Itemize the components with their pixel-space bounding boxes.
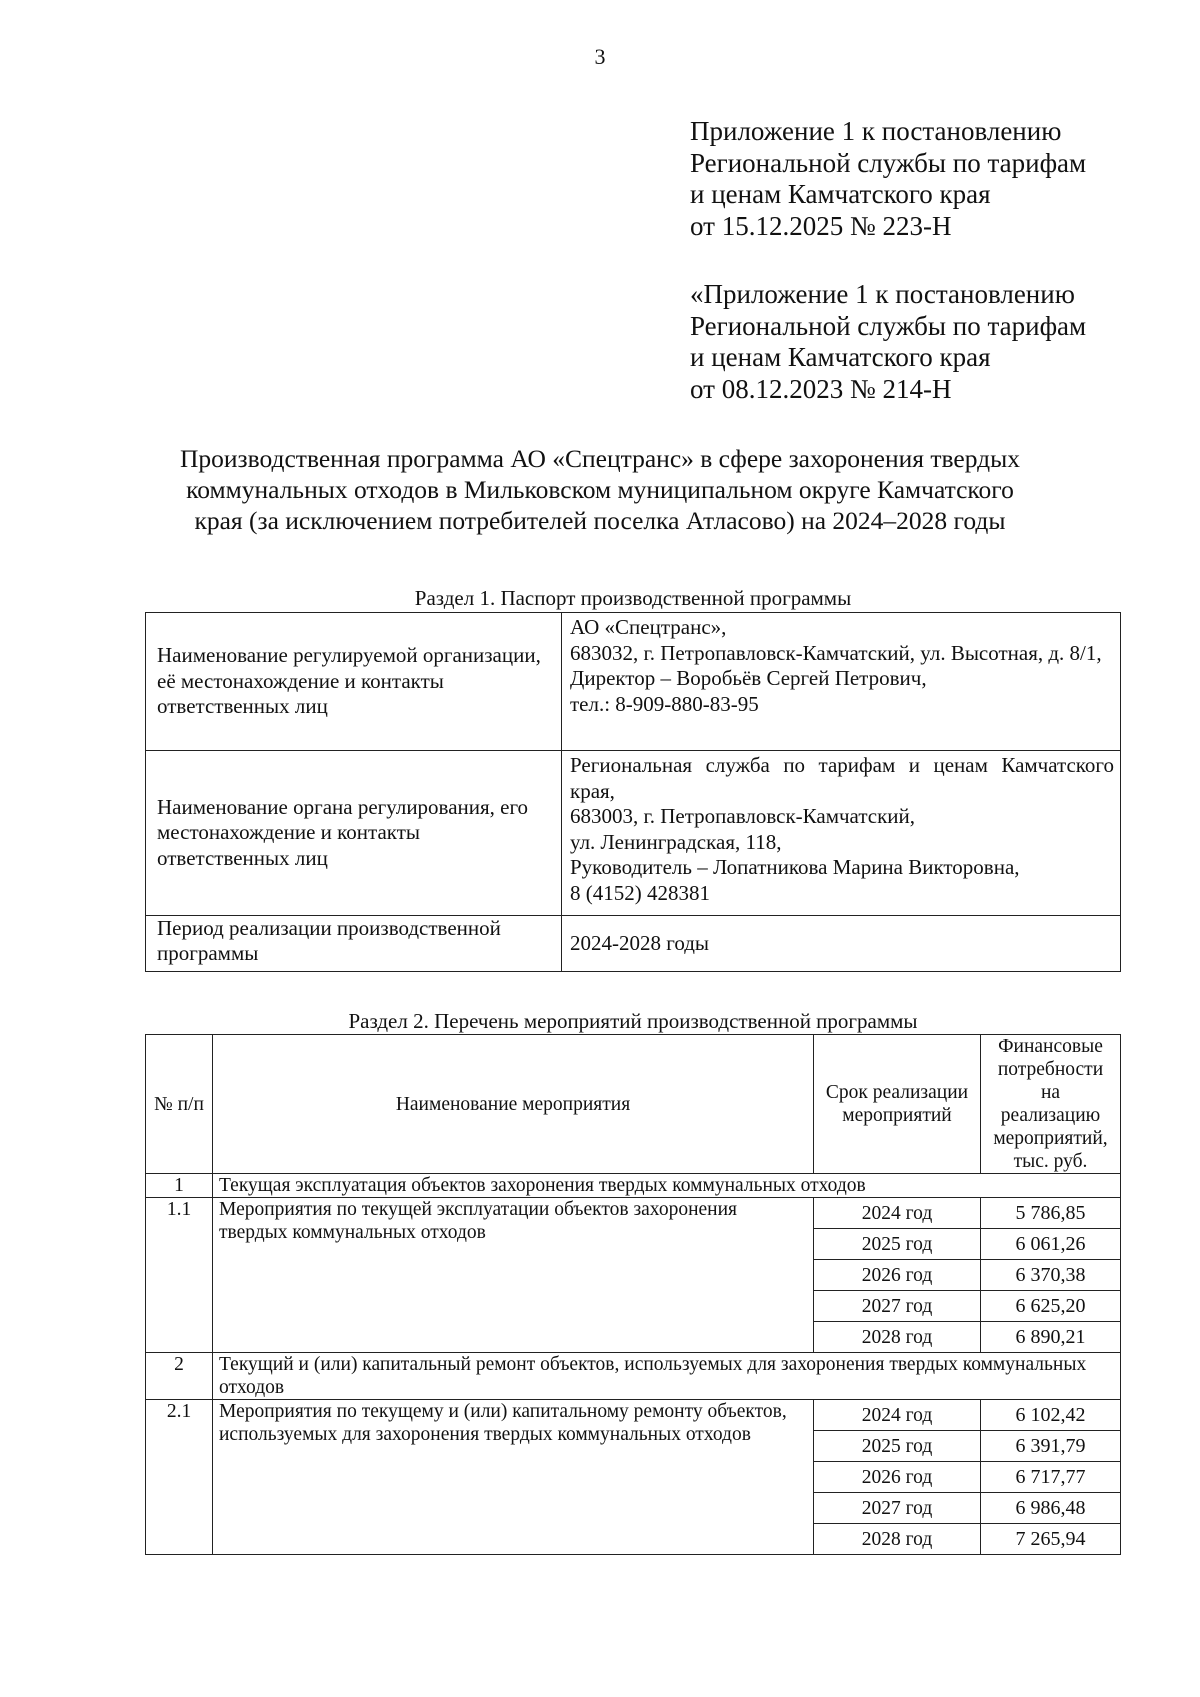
table-header-row [146,1035,1121,1174]
item-year: 2025 год [814,1431,981,1462]
appendix-line: «Приложение 1 к постановлению [690,279,1075,309]
passport-table [145,612,1121,972]
title-line: края (за исключением потребителей поселка Атласово) на 2024–2028 годы [194,506,1006,535]
value-line: Руководитель – Лопатникова Марина Викторовна, [570,855,1020,879]
title-line: коммунальных отходов в Мильковском муниципальном округе Камчатского [186,475,1014,504]
item-amount: 6 717,77 [981,1462,1121,1493]
page-number: 3 [594,44,606,69]
header-name: Наименование мероприятия [213,1035,814,1174]
item-num: 2.1 [146,1400,213,1555]
appendix-line: и ценам Камчатского края [690,179,991,209]
section2-caption: Раздел 2. Перечень мероприятий производственной программы [348,1009,918,1033]
item-year: 2027 год [814,1291,981,1322]
item-year: 2028 год [814,1524,981,1555]
item-amount: 6 102,42 [981,1400,1121,1431]
value-line: тел.: 8-909-880-83-95 [570,691,759,716]
passport-value [562,613,1121,751]
table-row [146,916,1121,972]
value-line: АО «Спецтранс», [570,615,727,639]
item-year: 2025 год [814,1229,981,1260]
activities-table [145,1034,1121,1555]
item-year: 2026 год [814,1462,981,1493]
table-row [146,613,1121,751]
item-year: 2028 год [814,1322,981,1353]
item-year: 2027 год [814,1493,981,1524]
appendix-line: и ценам Камчатского края [690,342,991,372]
table-row [146,751,1121,916]
title-line: Производственная программа АО «Спецтранс» в сфере захоронения твердых [180,444,1020,473]
table-row [146,1174,1121,1198]
table-row [146,1400,1121,1431]
group-title: Текущая эксплуатация объектов захоронения твердых коммунальных отходов [213,1174,1121,1198]
appendix-line: от 15.12.2025 № 223-Н [690,210,952,241]
value-line: Директор – Воробьёв Сергей Петрович, [570,666,927,690]
passport-label: Наименование регулируемой организации, её местонахождение и контакты ответственных лиц [146,613,562,751]
passport-label: Период реализации производственной программы [146,916,562,972]
value-line: 683032, г. Петропавловск-Камчатский, ул. Высотная, д. 8/1, [570,640,1102,665]
value-line: 683003, г. Петропавловск-Камчатский, [570,804,916,828]
item-amount: 6 625,20 [981,1291,1121,1322]
value-line: 2024-2028 годы [570,930,710,955]
item-year: 2024 год [814,1400,981,1431]
item-name: Мероприятия по текущей эксплуатации объектов захоронения твердых коммунальных отходов [213,1198,814,1353]
item-amount: 6 391,79 [981,1431,1121,1462]
item-amount: 6 061,26 [981,1229,1121,1260]
appendix-note-current [690,116,1150,242]
header-finance: Финансовые потребности на реализацию мероприятий, тыс. руб. [981,1035,1121,1174]
header-term: Срок реализации мероприятий [814,1035,981,1174]
group-title: Текущий и (или) капитальный ремонт объектов, используемых для захоронения твердых коммунальных отходов [213,1353,1121,1400]
value-line: Региональная служба по тарифам и ценам Камчатского края, [570,753,1114,803]
passport-value [562,916,1121,972]
table-row [146,1198,1121,1229]
item-amount: 7 265,94 [981,1524,1121,1555]
section1-caption: Раздел 1. Паспорт производственной программы [414,586,852,610]
passport-label: Наименование органа регулирования, его местонахождение и контакты ответственных лиц [146,751,562,916]
group-num: 2 [146,1353,213,1400]
appendix-line: Региональной службы по тарифам [690,147,1087,178]
group-num: 1 [146,1174,213,1198]
value-line: 8 (4152) 428381 [570,880,710,905]
item-amount: 6 986,48 [981,1493,1121,1524]
value-line: ул. Ленинградская, 118, [570,829,782,854]
document-title [60,443,1140,536]
appendix-line: от 08.12.2023 № 214-Н [690,373,952,404]
appendix-line: Приложение 1 к постановлению [690,116,1062,146]
item-year: 2024 год [814,1198,981,1229]
appendix-line: Региональной службы по тарифам [690,310,1087,341]
item-num: 1.1 [146,1198,213,1353]
item-amount: 6 890,21 [981,1322,1121,1353]
item-year: 2026 год [814,1260,981,1291]
appendix-note-previous [690,279,1150,405]
passport-value [562,751,1121,916]
item-amount: 6 370,38 [981,1260,1121,1291]
item-name: Мероприятия по текущему и (или) капитальному ремонту объектов, используемых для захоронения твердых коммунальных отходов [213,1400,814,1555]
header-num: № п/п [146,1035,213,1174]
item-amount: 5 786,85 [981,1198,1121,1229]
table-row [146,1353,1121,1400]
